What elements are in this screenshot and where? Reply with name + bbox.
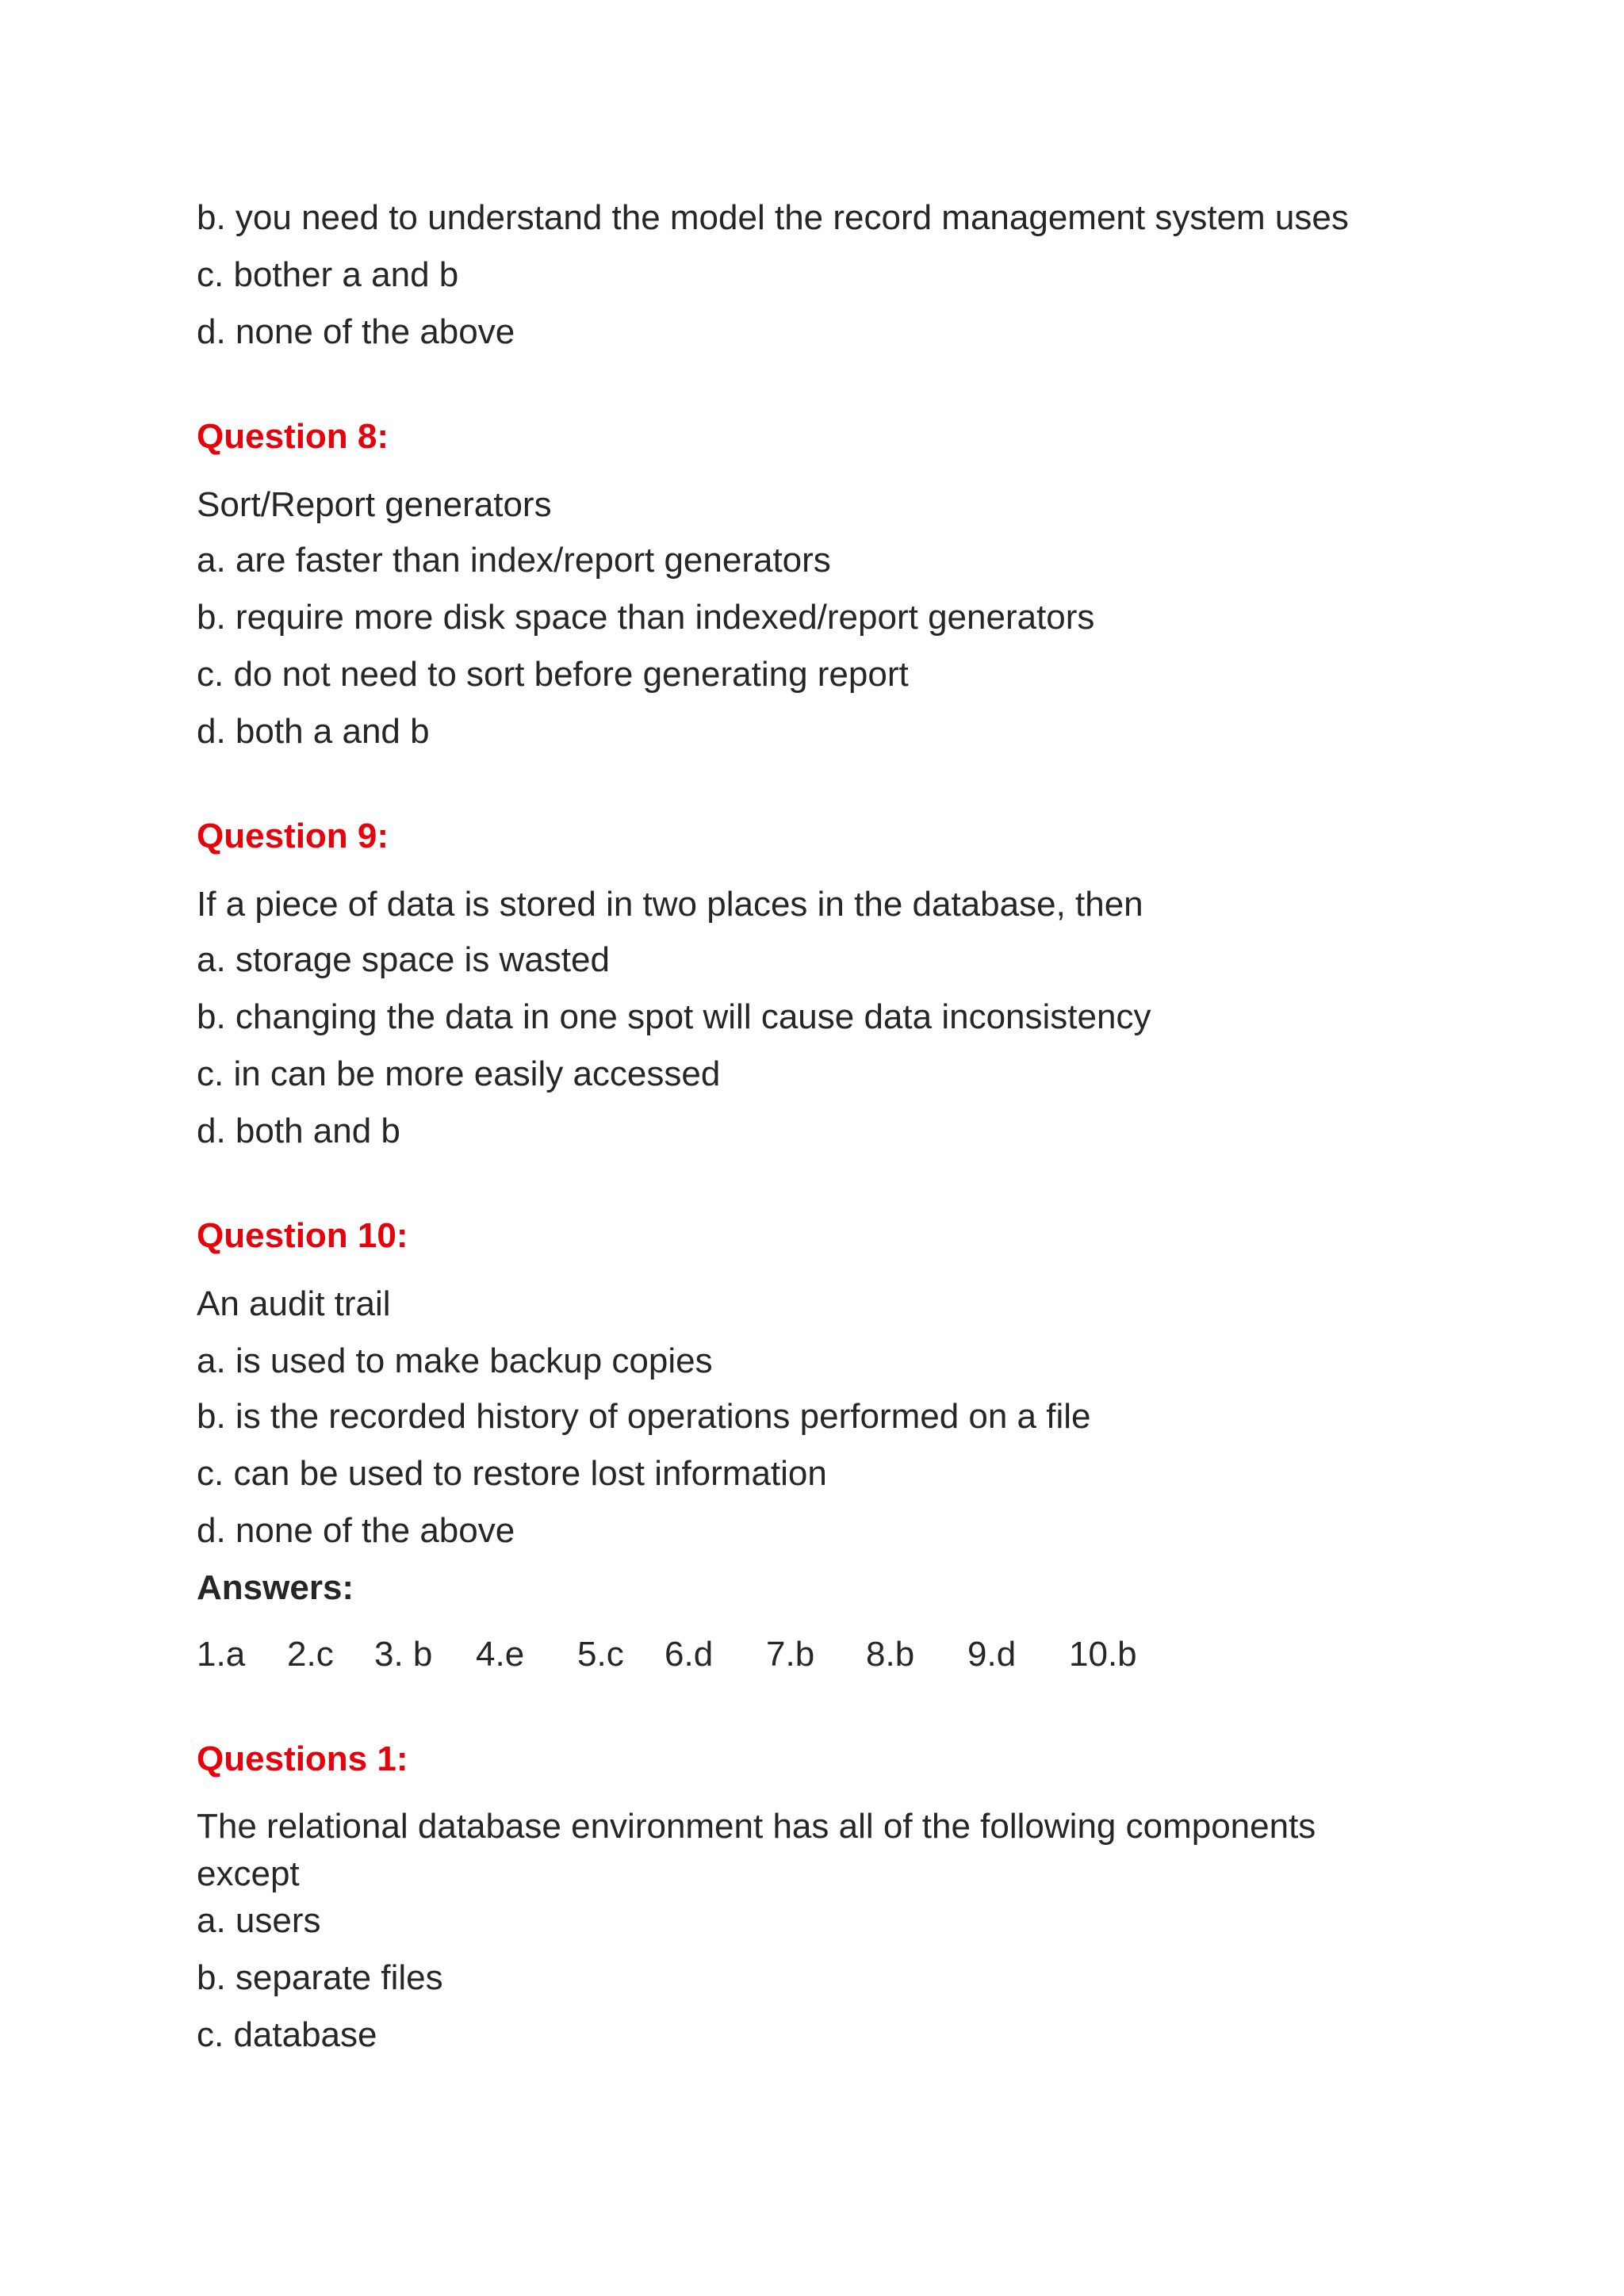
answer-item: 10.b <box>1069 1635 1137 1674</box>
question-1-option-b: b. separate files <box>197 1958 443 1997</box>
question-10-option-c: c. can be used to restore lost information <box>197 1454 827 1493</box>
question-10-stem: An audit trail <box>197 1284 391 1323</box>
answer-item: 4.e <box>476 1635 525 1674</box>
answers-title: Answers: <box>197 1568 354 1607</box>
question-9-option-a: a. storage space is wasted <box>197 940 610 979</box>
question-1-title: Questions 1: <box>197 1739 408 1778</box>
option-line: d. none of the above <box>197 312 515 351</box>
question-9-option-b: b. changing the data in one spot will cause data inconsistency <box>197 997 1151 1036</box>
question-10-option-a: a. is used to make backup copies <box>197 1341 713 1380</box>
question-8-option-a: a. are faster than index/report generators <box>197 541 831 580</box>
question-8-stem: Sort/Report generators <box>197 485 552 524</box>
question-9-title: Question 9: <box>197 817 389 855</box>
question-1-stem: The relational database environment has all of the following components except <box>197 1807 1316 1893</box>
question-1-option-a: a. users <box>197 1901 321 1940</box>
answer-item: 3. b <box>374 1635 433 1674</box>
answer-item: 2.c <box>287 1635 334 1674</box>
question-8-option-d: d. both a and b <box>197 712 430 751</box>
answer-item: 1.a <box>197 1635 246 1674</box>
answer-item: 7.b <box>766 1635 815 1674</box>
question-9-option-d: d. both and b <box>197 1112 400 1150</box>
question-8-option-c: c. do not need to sort before generating report <box>197 655 909 694</box>
answers-row <box>197 1632 1228 1678</box>
question-10-option-b: b. is the recorded history of operations performed on a file <box>197 1397 1091 1436</box>
question-8-title: Question 8: <box>197 417 389 456</box>
answer-item: 5.c <box>577 1635 624 1674</box>
answer-item: 9.d <box>967 1635 1017 1674</box>
question-9-stem: If a piece of data is stored in two places in the database, then <box>197 885 1143 924</box>
question-1-option-c: c. database <box>197 2015 377 2054</box>
question-10-option-d: d. none of the above <box>197 1511 515 1550</box>
answer-item: 8.b <box>866 1635 915 1674</box>
option-line: b. you need to understand the model the record management system uses <box>197 198 1349 237</box>
question-8-option-b: b. require more disk space than indexed/report generators <box>197 598 1095 637</box>
answer-item: 6.d <box>665 1635 714 1674</box>
question-10-title: Question 10: <box>197 1216 408 1255</box>
option-line: c. bother a and b <box>197 255 459 294</box>
question-9-option-c: c. in can be more easily accessed <box>197 1054 721 1093</box>
